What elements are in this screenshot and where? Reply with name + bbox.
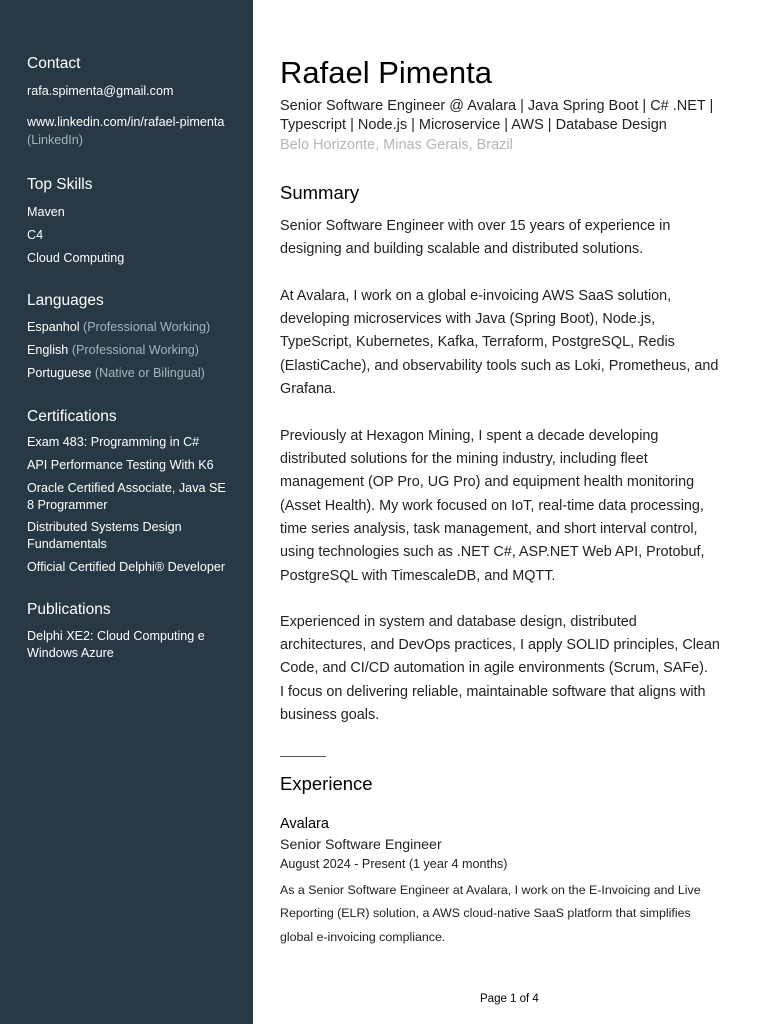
summary-line: (ElastiCache), and observability tools such as Loki, Prometheus, and: [280, 358, 719, 374]
summary-line: Code, and CI/CD automation in agile environments (Scrum, SAFe).: [280, 660, 708, 676]
summary-line: PostgreSQL with TimescaleDB, and MQTT.: [280, 568, 556, 584]
language-name: Espanhol: [27, 320, 80, 334]
language-name: Portuguese: [27, 366, 92, 380]
summary-heading: Summary: [280, 182, 360, 203]
summary-line: management (OP Pro, UG Pro) and equipment health monitoring: [280, 474, 695, 490]
certification-item: Distributed Systems Design: [27, 520, 182, 534]
summary-line: architectures, and DevOps practices, I apply SOLID principles, Clean: [280, 637, 720, 653]
summary-line: Senior Software Engineer with over 15 years of experience in: [280, 218, 671, 234]
publication-item-cont: Windows Azure: [27, 646, 114, 660]
job-title: Senior Software Engineer: [280, 837, 442, 853]
certification-item: Exam 483: Programming in C#: [27, 435, 200, 449]
language-item: [27, 319, 210, 335]
summary-line: At Avalara, I work on a global e-invoicing AWS SaaS solution,: [280, 288, 672, 304]
email-link[interactable]: rafa.spimenta@gmail.com: [27, 84, 174, 98]
summary-line: Grafana.: [280, 381, 336, 397]
language-level: (Professional Working): [71, 343, 199, 357]
publications-heading: Publications: [27, 601, 111, 618]
page-number: Page 1 of 4: [480, 993, 539, 1005]
location: Belo Horizonte, Minas Gerais, Brazil: [280, 137, 513, 153]
skill-item: C4: [27, 228, 44, 242]
language-name: English: [27, 343, 69, 357]
summary-line: Previously at Hexagon Mining, I spent a decade developing: [280, 428, 659, 444]
certification-item: Official Certified Delphi® Developer: [27, 560, 226, 574]
summary-line: using technologies such as .NET C#, ASP.NET Web API, Protobuf,: [280, 544, 705, 560]
linkedin-link[interactable]: www.linkedin.com/in/rafael-pimenta: [27, 115, 225, 129]
contact-heading: Contact: [27, 55, 81, 72]
certification-item: Oracle Certified Associate, Java SE: [27, 481, 226, 495]
certification-item: API Performance Testing With K6: [27, 458, 214, 472]
job-description-line: As a Senior Software Engineer at Avalara, I work on the E-Invoicing and Live: [280, 883, 701, 897]
job-description-line: Reporting (ELR) solution, a AWS cloud-native SaaS platform that simplifies: [280, 906, 691, 920]
company-name: Avalara: [280, 816, 329, 832]
summary-line: TypeScript, Kubernetes, Kafka, Terraform, PostgreSQL, Redis: [280, 334, 675, 350]
summary-line: business goals.: [280, 707, 380, 723]
language-level: (Native or Bilingual): [94, 366, 205, 380]
linkedin-label: (LinkedIn): [27, 133, 84, 147]
summary-line: I focus on delivering reliable, maintainable software that aligns with: [280, 684, 706, 700]
top-skills-heading: Top Skills: [27, 176, 93, 193]
job-description-line: global e-invoicing compliance.: [280, 930, 446, 944]
summary-line: developing microservices with Java (Spring Boot), Node.js,: [280, 311, 656, 327]
person-name: Rafael Pimenta: [280, 55, 492, 90]
certifications-heading: Certifications: [27, 408, 117, 425]
skill-item: Cloud Computing: [27, 251, 125, 265]
certification-item-cont: 8 Programmer: [27, 498, 108, 512]
language-item: [27, 342, 199, 358]
certification-item-cont: Fundamentals: [27, 537, 107, 551]
summary-line: designing and building scalable and distributed solutions.: [280, 241, 644, 257]
summary-line: (Asset Health). My work focused on IoT, real-time data processing,: [280, 498, 704, 514]
summary-line: Experienced in system and database design, distributed: [280, 614, 637, 630]
publication-item: Delphi XE2: Cloud Computing e: [27, 629, 205, 643]
headline-line: Senior Software Engineer @ Avalara | Java Spring Boot | C# .NET |: [280, 98, 714, 114]
summary-line: time series analysis, task management, and short interval control,: [280, 521, 698, 537]
language-item: [27, 365, 205, 381]
job-dates: August 2024 - Present (1 year 4 months): [280, 857, 508, 871]
main-content: [280, 0, 750, 1024]
language-level: (Professional Working): [83, 320, 211, 334]
sidebar: [0, 0, 253, 1024]
skill-item: Maven: [27, 205, 65, 219]
section-divider: [280, 756, 326, 757]
languages-heading: Languages: [27, 292, 104, 309]
summary-line: distributed solutions for the mining industry, including fleet: [280, 451, 648, 467]
headline-line: Typescript | Node.js | Microservice | AWS | Database Design: [280, 117, 667, 133]
experience-heading: Experience: [280, 773, 373, 794]
